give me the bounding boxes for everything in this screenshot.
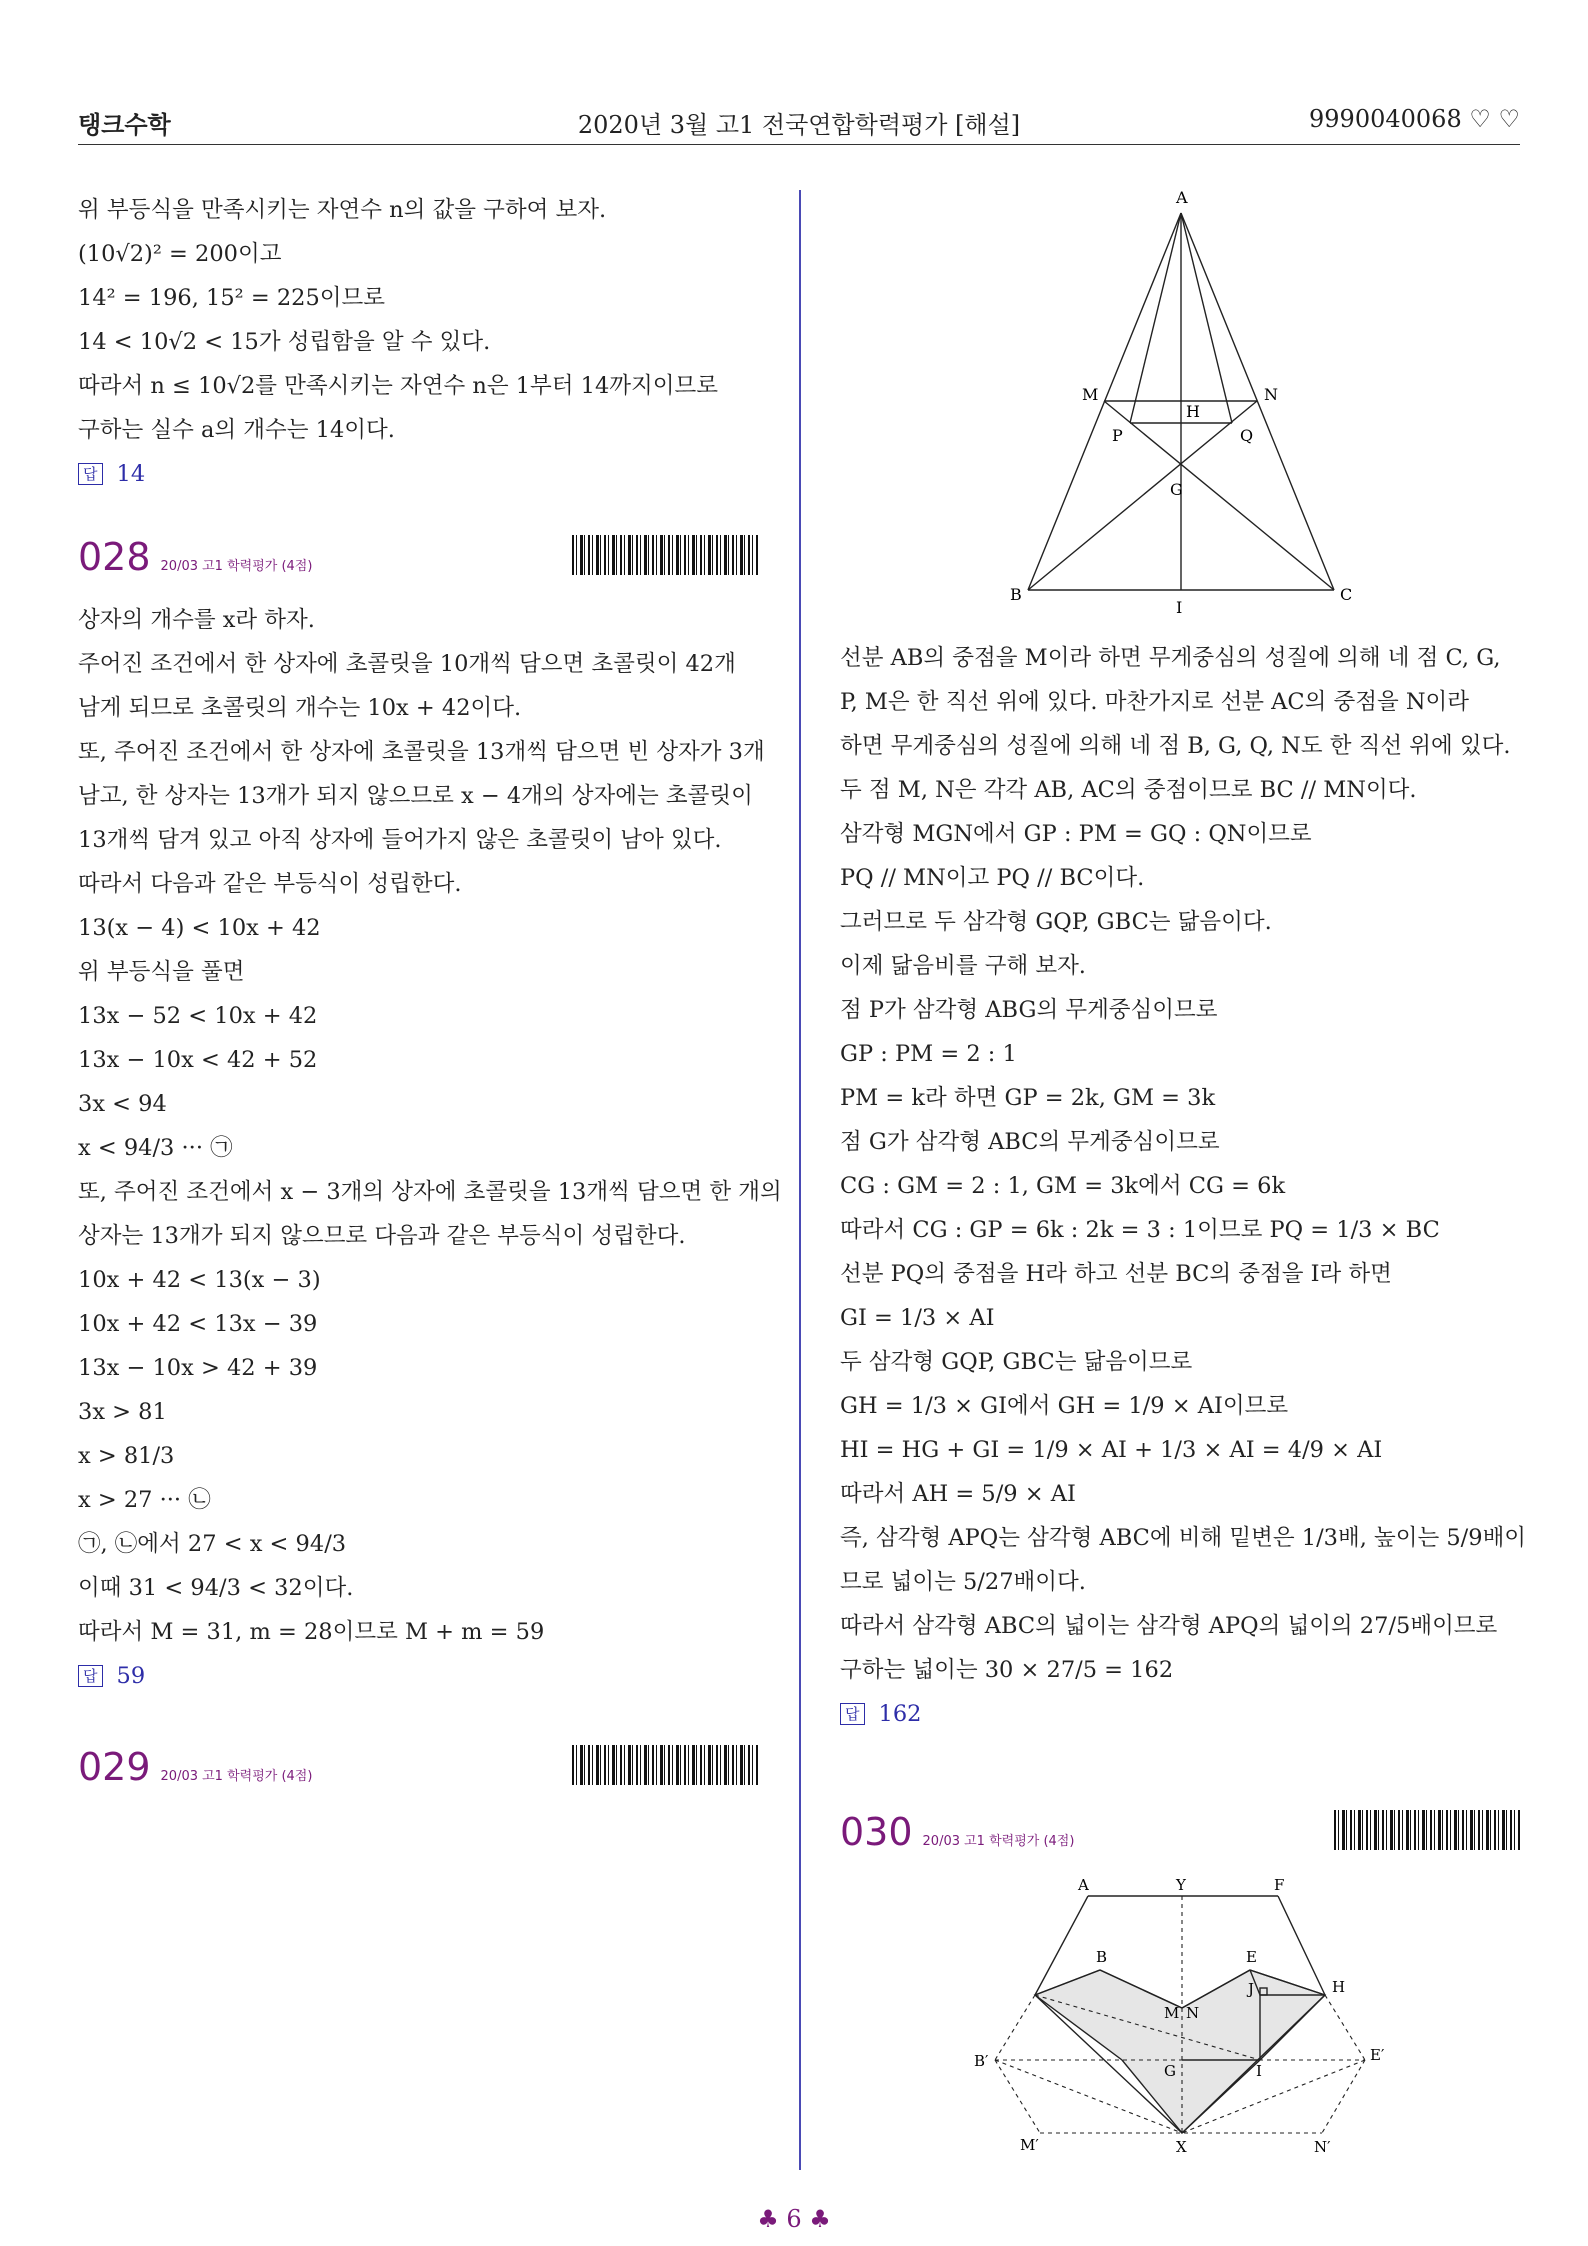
text-line: x > 27 ··· ㉡: [78, 1487, 211, 1513]
text-line: 따라서 삼각형 ABC의 넓이는 삼각형 APQ의 넓이의 27/5배이므로: [840, 1613, 1498, 1639]
figure-label: J: [1248, 1980, 1255, 1998]
answer-value: 14: [116, 461, 146, 487]
text-line: 따라서 다음과 같은 부등식이 성립한다.: [78, 871, 462, 897]
text-line: 이때 31 < 94/3 < 32이다.: [78, 1575, 354, 1601]
figure-label: I: [1256, 2062, 1262, 2080]
figure-label: E′: [1370, 2046, 1385, 2064]
document-code: 9990040068 ♡ ♡: [1309, 105, 1520, 133]
text-line: 점 G가 삼각형 ABC의 무게중심이므로: [840, 1129, 1220, 1155]
text-line: ㉠, ㉡에서 27 < x < 94/3: [78, 1531, 347, 1557]
text-line: 또, 주어진 조건에서 한 상자에 초콜릿을 13개씩 담으면 빈 상자가 3개: [78, 739, 765, 765]
text-line: 13개씩 담겨 있고 아직 상자에 들어가지 않은 초콜릿이 남아 있다.: [78, 827, 722, 853]
figure-label: Y: [1176, 1876, 1186, 1894]
figure-label: B: [1096, 1948, 1108, 1966]
text-line: 선분 AB의 중점을 M이라 하면 무게중심의 성질에 의해 네 점 C, G,: [840, 645, 1501, 671]
answer-value: 59: [116, 1663, 146, 1689]
text-line: PQ // MN이고 PQ // BC이다.: [840, 865, 1145, 891]
text-line: PM = k라 하면 GP = 2k, GM = 3k: [840, 1085, 1216, 1111]
figure-label: B: [1010, 585, 1022, 604]
page-title: 2020년 3월 고1 전국연합학력평가 [해설]: [577, 111, 1021, 139]
text-line: 두 점 M, N은 각각 AB, AC의 중점이므로 BC // MN이다.: [840, 777, 1417, 803]
text-line: 14² = 196, 15² = 225이므로: [78, 285, 386, 311]
solution-028: [78, 598, 782, 1698]
text-line: (10√2)² = 200이고: [78, 241, 282, 267]
text-line: 므로 넓이는 5/27배이다.: [840, 1569, 1086, 1595]
text-line: 10x + 42 < 13(x − 3): [78, 1267, 321, 1293]
figure-label: M′: [1020, 2136, 1039, 2154]
figure-label: N: [1186, 2004, 1200, 2022]
question-source: 20/03 고1 학력평가 (4점): [160, 1769, 313, 1784]
text-line: 3x > 81: [78, 1399, 167, 1425]
text-line: 남게 되므로 초콜릿의 개수는 10x + 42이다.: [78, 695, 522, 721]
page-footer: ♣ 6 ♣: [757, 2205, 831, 2233]
text-line: 구하는 넓이는 30 × 27/5 = 162: [840, 1657, 1174, 1683]
question-028-heading: [78, 535, 312, 585]
text-line: 남고, 한 상자는 13개가 되지 않으므로 x − 4개의 상자에는 초콜릿이: [78, 783, 753, 809]
text-line: 그러므로 두 삼각형 GQP, GBC는 닮음이다.: [840, 909, 1272, 935]
text-line: 위 부등식을 풀면: [78, 959, 245, 985]
text-line: P, M은 한 직선 위에 있다. 마찬가지로 선분 AC의 중점을 N이라: [840, 689, 1470, 715]
text-line: 상자의 개수를 x라 하자.: [78, 607, 315, 633]
figure-label: P: [1112, 426, 1123, 445]
answer-label: 답: [840, 1703, 865, 1725]
text-line: 선분 PQ의 중점을 H라 하고 선분 BC의 중점을 I라 하면: [840, 1261, 1392, 1287]
column-divider: [799, 190, 801, 2170]
question-number: 028: [78, 535, 151, 579]
figure-label: B′: [974, 2052, 989, 2070]
text-line: 위 부등식을 만족시키는 자연수 n의 값을 구하여 보자.: [78, 197, 607, 223]
text-line: 주어진 조건에서 한 상자에 초콜릿을 10개씩 담으면 초콜릿이 42개: [78, 651, 736, 677]
figure-label: N′: [1314, 2138, 1331, 2156]
solution-027-tail: [78, 188, 768, 496]
text-line: 삼각형 MGN에서 GP : PM = GQ : QN이므로: [840, 821, 1312, 847]
figure-label: Q: [1240, 426, 1254, 445]
text-line: 따라서 AH = 5/9 × AI: [840, 1481, 1076, 1507]
text-line: 또, 주어진 조건에서 x − 3개의 상자에 초콜릿을 13개씩 담으면 한 개의: [78, 1179, 782, 1205]
text-line: HI = HG + GI = 1/9 × AI + 1/3 × AI = 4/9 × AI: [840, 1437, 1383, 1463]
text-line: 즉, 삼각형 APQ는 삼각형 ABC에 비해 밑변은 1/3배, 높이는 5/9배이: [840, 1525, 1527, 1551]
figure-label: M: [1082, 385, 1099, 404]
figure-label: G: [1170, 480, 1183, 499]
figure-label: M: [1164, 2004, 1180, 2022]
question-030-heading: [840, 1810, 1074, 1860]
text-line: GH = 1/3 × GI에서 GH = 1/9 × AI이므로: [840, 1393, 1289, 1419]
answer-label: 답: [78, 1665, 103, 1687]
answer-label: 답: [78, 463, 103, 485]
text-line: 따라서 M = 31, m = 28이므로 M + m = 59: [78, 1619, 545, 1645]
text-line: x < 94/3 ··· ㉠: [78, 1135, 233, 1161]
text-line: 두 삼각형 GQP, GBC는 닮음이므로: [840, 1349, 1193, 1375]
text-line: CG : GM = 2 : 1, GM = 3k에서 CG = 6k: [840, 1173, 1286, 1199]
text-line: 10x + 42 < 13x − 39: [78, 1311, 318, 1337]
text-line: x > 81/3: [78, 1443, 175, 1469]
text-line: 13(x − 4) < 10x + 42: [78, 915, 321, 941]
question-source: 20/03 고1 학력평가 (4점): [922, 1834, 1075, 1849]
hexagon-heart-figure: [960, 1870, 1390, 2180]
text-line: 점 P가 삼각형 ABG의 무게중심이므로: [840, 997, 1218, 1023]
brand-name: 탱크수학: [78, 111, 171, 139]
text-line: 상자는 13개가 되지 않으므로 다음과 같은 부등식이 성립한다.: [78, 1223, 686, 1249]
page-header: [78, 105, 1520, 145]
text-line: 이제 닮음비를 구해 보자.: [840, 953, 1086, 979]
text-line: GI = 1/3 × AI: [840, 1305, 995, 1331]
solution-029: [840, 636, 1530, 1736]
text-line: 따라서 CG : GP = 6k : 2k = 3 : 1이므로 PQ = 1/3 × BC: [840, 1217, 1440, 1243]
figure-label: E: [1246, 1948, 1257, 1966]
figure-label: I: [1176, 598, 1183, 615]
text-line: 13x − 10x < 42 + 52: [78, 1047, 318, 1073]
text-line: 3x < 94: [78, 1091, 167, 1117]
question-number: 029: [78, 1745, 151, 1789]
figure-label: A: [1176, 188, 1188, 207]
figure-label: H: [1186, 402, 1200, 421]
figure-label: C: [1340, 585, 1353, 604]
answer-029: [840, 1692, 1530, 1736]
figure-label: X: [1176, 2138, 1187, 2156]
answer-028: [78, 1654, 778, 1698]
barcode: [572, 1745, 758, 1785]
barcode: [572, 535, 758, 575]
text-line: 14 < 10√2 < 15가 성립함을 알 수 있다.: [78, 329, 491, 355]
figure-label: F: [1274, 1876, 1285, 1894]
question-number: 030: [840, 1810, 913, 1854]
text-line: 13x − 10x > 42 + 39: [78, 1355, 318, 1381]
figure-label: G: [1164, 2062, 1176, 2080]
answer-027: [78, 452, 768, 496]
question-source: 20/03 고1 학력평가 (4점): [160, 559, 313, 574]
barcode: [1334, 1810, 1520, 1850]
question-029-heading: [78, 1745, 312, 1795]
figure-label: N: [1264, 385, 1278, 404]
figure-label: A: [1078, 1876, 1089, 1894]
text-line: 13x − 52 < 10x + 42: [78, 1003, 318, 1029]
text-line: 구하는 실수 a의 개수는 14이다.: [78, 417, 395, 443]
text-line: 따라서 n ≤ 10√2를 만족시키는 자연수 n은 1부터 14까지이므로: [78, 373, 718, 399]
text-line: GP : PM = 2 : 1: [840, 1041, 1017, 1067]
answer-value: 162: [878, 1701, 922, 1727]
figure-label: H: [1332, 1978, 1346, 1996]
text-line: 하면 무게중심의 성질에 의해 네 점 B, G, Q, N도 한 직선 위에 있다.: [840, 733, 1511, 759]
triangle-figure: [990, 185, 1370, 615]
